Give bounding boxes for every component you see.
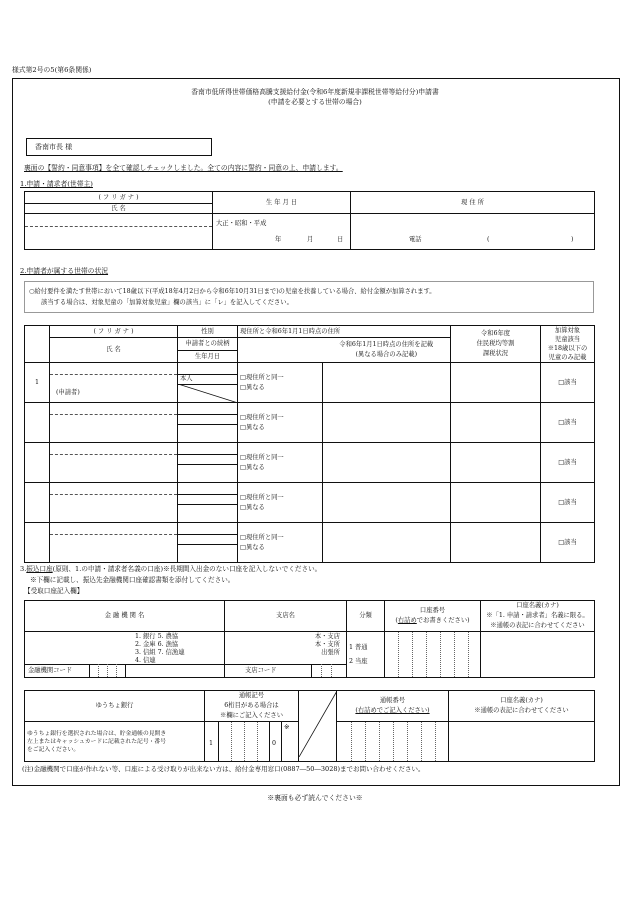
era-options: 大正・昭和・平成 [216, 220, 267, 227]
household-furigana-header: ( フ リ ガ ナ ) [50, 326, 178, 338]
member-address-option[interactable] [238, 363, 323, 403]
applicant-tag: (申請者) [56, 389, 80, 396]
yucho-table [24, 690, 595, 762]
jan1-header-line1: 令和6年1月1日時点の住所を記載 [339, 341, 434, 348]
day-label: 日 [337, 236, 344, 243]
row-number: 1 [25, 363, 50, 403]
jan1-header-line2: (異なる場合のみ記載) [355, 351, 418, 358]
account-subheading: 【受取口座記入欄】 [24, 587, 84, 595]
branch-header: 支店名 [225, 601, 347, 632]
address-pair-header: 現住所と令和6年1月1日時点の住所 [238, 326, 451, 338]
tsucho-bango-header [337, 691, 449, 722]
household-row [25, 523, 595, 563]
same-address-checkbox[interactable]: □現住所と同一 [240, 533, 284, 541]
diff-address-checkbox[interactable]: □異なる [240, 543, 265, 551]
kigo-note2: ※欄にご記入ください [220, 712, 283, 719]
yucho-desc1: ゆうちょ銀行を選択された場合は、貯金通帳の見開き [27, 730, 167, 737]
year-label: 年 [275, 236, 282, 243]
bank-type-4[interactable]: 4. 信連 [135, 657, 156, 664]
account-number-field[interactable] [385, 632, 481, 678]
account-number-label: 口座番号 [419, 607, 446, 614]
yucho-holder-label: 口座名義(カナ) [500, 697, 543, 704]
holder-header [481, 601, 595, 632]
bango-sub: (右詰めでご記入ください) [355, 707, 430, 714]
consent-text: 裏面の【誓約・同意事項】を全て確認しチェックしました。全ての内容に誓約・同意の上、申請します。 [24, 164, 343, 172]
section3-rest: (原則、1.の申請・請求者名義の口座)※長期間入出金のない口座を記入しないでください。 [52, 565, 322, 573]
member-child-check[interactable]: □該当 [541, 443, 595, 483]
member-child-check[interactable]: □該当 [541, 403, 595, 443]
address-header: 現 住 所 [351, 192, 595, 214]
jan1-address-header [323, 338, 451, 363]
gender-header: 性別 [178, 326, 238, 338]
bank-type-list [135, 633, 185, 665]
branch-type-list [315, 633, 340, 657]
member-jan1-address[interactable] [323, 403, 451, 443]
child-notice-line1: ○給付要件を満たす世帯において18歳以下(平成18年4月2日から令和6年10月31日まで)の児童を扶養している場合、給付金額が加算されます。 [29, 288, 436, 295]
acct-paren: ( [395, 617, 398, 624]
birth-header: 生 年 月 日 [213, 192, 351, 214]
member-jan1-address[interactable] [323, 363, 451, 403]
section3-number: 3. [20, 565, 27, 573]
form-title: 香南市低所得世帯価格高騰支援給付金(令和6年度新規非課税世帯等給付分)申請書 [191, 88, 439, 96]
member-name-field[interactable] [50, 363, 178, 403]
member-jan1-address[interactable] [323, 483, 451, 523]
month-label: 月 [307, 236, 314, 243]
child-notice-box [24, 281, 594, 313]
yucho-diagonal [299, 691, 337, 762]
applicant-name-field[interactable] [25, 214, 213, 250]
applicant-address-field[interactable] [351, 214, 595, 250]
bank-type-3[interactable]: 3. 信組 7. 信漁連 [135, 649, 185, 656]
member-jan1-address[interactable] [323, 443, 451, 483]
diagonal-strike [178, 384, 238, 403]
household-birth-header: 生年月日 [178, 351, 238, 363]
section1-heading: 1.申請・請求者(世帯主) [20, 180, 93, 188]
bank-table [24, 600, 595, 678]
member-gender-relation-field[interactable] [178, 403, 238, 443]
yucho-description [25, 722, 205, 762]
yucho-holder-header [449, 691, 595, 722]
diff-address-checkbox[interactable]: □異なる [240, 463, 265, 471]
tax-header-line1: 令和6年度 [480, 330, 511, 337]
account-type-current[interactable]: 2 当座 [349, 657, 368, 665]
same-address-checkbox[interactable]: □現住所と同一 [240, 453, 284, 461]
member-gender-relation-field[interactable] [178, 523, 238, 563]
member-address-option[interactable] [238, 523, 323, 563]
type-header: 分類 [347, 601, 385, 632]
member-gender-relation-field[interactable] [178, 443, 238, 483]
member-child-check[interactable]: □該当 [541, 483, 595, 523]
member-child-check[interactable]: □該当 [541, 523, 595, 563]
child-header-line4: 児童のみ記載 [548, 354, 587, 361]
applicant-name-header: 氏 名 [25, 204, 213, 214]
acct-sub-label: でお書きください) [416, 617, 470, 624]
kigo-mark: ※ [284, 724, 290, 731]
relation-self: 本人 [180, 375, 193, 382]
diff-address-checkbox[interactable]: □異なる [240, 503, 265, 511]
member-gender-relation-field[interactable] [178, 483, 238, 523]
phone-label: 電話 [409, 236, 422, 243]
section3-underlined: 振込口座 [26, 565, 53, 573]
bank-code-label: 金融機関コード [28, 667, 73, 674]
yucho-header: ゆうちょ銀行 [25, 691, 205, 722]
addressee: 香南市長 様 [35, 143, 73, 151]
yucho-desc2: 左上またはキャッシュカードに記載された記号・番号 [27, 738, 167, 745]
bank-name-header: 金 融 機 関 名 [25, 601, 225, 632]
child-header-line2: 児童該当 [554, 336, 581, 343]
branch-type-2[interactable]: 本・支所 [314, 641, 340, 648]
child-notice-line2: 該当する場合は、対象児童の「加算対象児童」欄の該当」に「レ」を記入してください。 [41, 299, 293, 306]
kigo-last-digit: 0 [272, 740, 277, 747]
member-name-field[interactable] [50, 403, 178, 443]
diagonal-line [299, 691, 337, 757]
account-type-field[interactable] [347, 632, 385, 678]
member-tax-status[interactable] [451, 363, 541, 403]
member-name-field[interactable] [50, 483, 178, 523]
bank-type-1[interactable]: 1. 銀行 5. 農協 [135, 633, 179, 640]
household-row [25, 363, 595, 403]
branch-code-label: 支店コード [245, 667, 277, 674]
tax-header-line3: 課税状況 [482, 350, 509, 357]
member-tax-status[interactable] [451, 443, 541, 483]
same-address-checkbox[interactable]: □現住所と同一 [240, 413, 284, 421]
household-row [25, 403, 595, 443]
member-child-check[interactable]: □該当 [541, 363, 595, 403]
member-tax-status[interactable] [451, 523, 541, 563]
tsucho-kigo-field[interactable] [205, 722, 299, 762]
form-subtitle: (申請を必要とする世帯の場合) [268, 98, 362, 106]
account-holder-field[interactable] [481, 632, 595, 678]
member-gender-relation-field[interactable] [178, 363, 238, 403]
household-name-header: 氏 名 [50, 338, 178, 363]
applicant-birth-field[interactable] [213, 214, 351, 250]
tsucho-kigo-header [205, 691, 299, 722]
right-align-label: 右詰め [397, 617, 417, 624]
bango-label: 通帳番号 [379, 697, 406, 704]
same-address-checkbox[interactable]: □現住所と同一 [240, 493, 284, 501]
diff-address-checkbox[interactable]: □異なる [240, 383, 265, 391]
same-address-checkbox[interactable]: □現住所と同一 [240, 373, 284, 381]
member-jan1-address[interactable] [323, 523, 451, 563]
tax-status-header [451, 326, 541, 363]
yucho-holder-field[interactable] [449, 722, 595, 762]
bank-name-field[interactable] [25, 632, 225, 678]
form-id: 様式第2号の5(第6条関係) [12, 66, 92, 74]
child-header [541, 326, 595, 363]
applicant-table [24, 191, 595, 250]
addressee-box [26, 138, 212, 156]
footer-note: (注)金融機関で口座が作れない等、口座による受け取りが出来ない方は、給付金専用窓口(0887―50―3028)までお問い合わせください。 [22, 765, 425, 773]
bank-type-2[interactable]: 2. 金庫 6. 漁協 [135, 641, 179, 648]
member-address-option[interactable] [238, 403, 323, 443]
holder-label: 口座名義(カナ) [516, 602, 559, 609]
phone-paren-open: ( [487, 236, 490, 243]
child-header-line1: 加算対象 [554, 327, 581, 334]
member-name-field[interactable] [50, 523, 178, 563]
phone-paren-close: ) [571, 236, 574, 243]
member-address-option[interactable] [238, 443, 323, 483]
applicant-furigana-header: ( フ リ ガ ナ ) [25, 192, 213, 204]
household-row [25, 483, 595, 523]
kigo-label: 通帳記号 [238, 692, 265, 699]
section2-heading: 2.申請者が属する世帯の状況 [20, 267, 109, 275]
yucho-holder-note: ※通帳の表記に合わせてください [474, 707, 569, 714]
member-name-field[interactable] [50, 443, 178, 483]
branch-type-1[interactable]: 本・支店 [314, 633, 340, 640]
child-header-line3: ※18歳以下の [547, 345, 588, 352]
kigo-note1: 6桁目がある場合は [224, 702, 279, 709]
member-tax-status[interactable] [451, 403, 541, 443]
relation-header: 申請者との続柄 [178, 338, 238, 351]
yucho-desc3: をご記入ください。 [27, 746, 80, 753]
household-table [24, 325, 595, 563]
section3-heading [20, 566, 321, 574]
branch-type-3[interactable]: 出張所 [321, 649, 340, 656]
holder-note2: ※通帳の表記に合わせてください [490, 622, 585, 629]
account-number-header [385, 601, 481, 632]
back-side-note: ※裏面も必ず読んでください※ [267, 794, 363, 802]
kigo-first-digit: 1 [209, 740, 214, 747]
holder-note1: ※「1. 申請・請求者」名義に限る。 [486, 612, 589, 619]
diff-address-checkbox[interactable]: □異なる [240, 423, 265, 431]
tsucho-bango-field[interactable] [337, 722, 449, 762]
household-row [25, 443, 595, 483]
account-type-ordinary[interactable]: 1 普通 [349, 643, 368, 651]
tax-header-line2: 住民税均等割 [476, 340, 515, 347]
member-tax-status[interactable] [451, 483, 541, 523]
branch-field[interactable] [225, 632, 347, 678]
section3-note: ※下欄に記載し、振込先金融機関口座確認書類を添付してください。 [30, 576, 235, 584]
member-address-option[interactable] [238, 483, 323, 523]
